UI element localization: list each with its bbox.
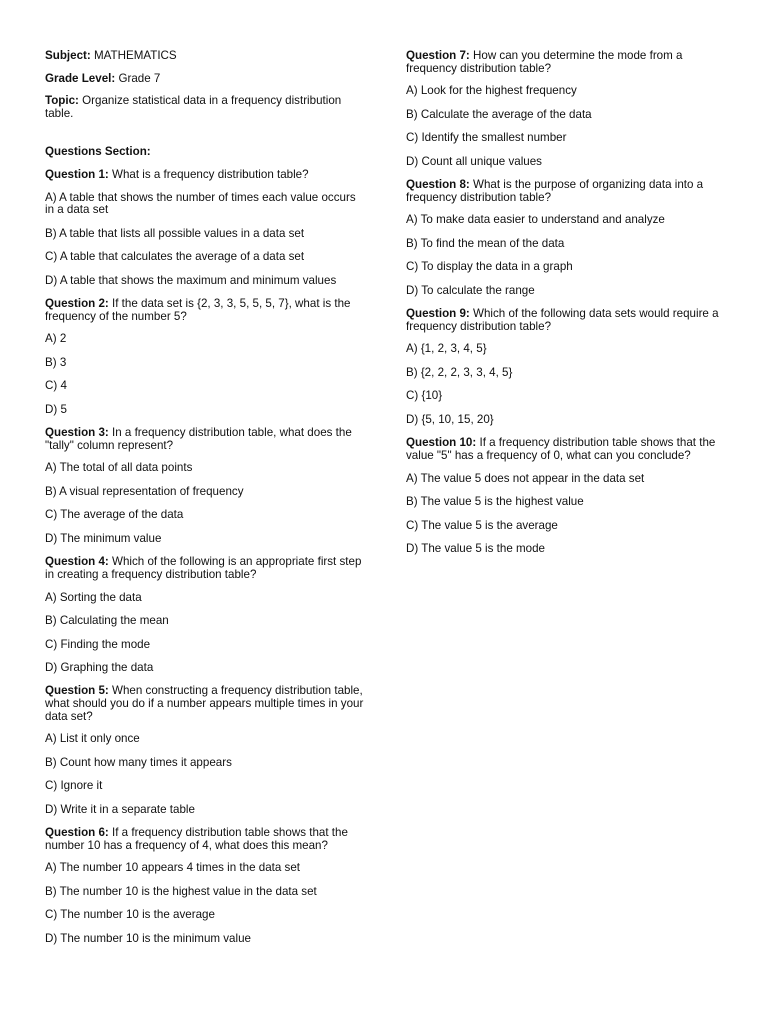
question-label: Question 9: — [406, 307, 470, 321]
question-prompt: How can you determine the mode from a frequency distribution table? — [406, 49, 683, 75]
answer-option-c: C) The number 10 is the average — [45, 908, 215, 922]
subject-value: MATHEMATICS — [93, 49, 177, 62]
question-prompt: Which of the following is an appropriate first step in creating a frequency distribution table? — [45, 555, 362, 581]
answer-option-c: C) Finding the mode — [45, 637, 151, 651]
subject-line — [45, 50, 367, 63]
answer-option-b: B) The value 5 is the highest value — [406, 495, 584, 509]
question-prompt: If the data set is {2, 3, 3, 5, 5, 5, 7}, what is the frequency of the number 5? — [45, 297, 351, 323]
left-question-list — [45, 169, 367, 945]
answer-option-d: D) Write it in a separate table — [45, 802, 195, 816]
answer-option-d: D) Count all unique values — [406, 154, 542, 168]
question-text — [45, 685, 367, 723]
answer-option-a: A) A table that shows the number of times each value occurs in a data set — [45, 190, 356, 217]
answer-option-c: C) 4 — [45, 379, 67, 393]
answer-option-a: A) To make data easier to understand and analyze — [406, 213, 665, 227]
answer-option-d: D) The value 5 is the mode — [406, 542, 545, 556]
left-column — [45, 50, 367, 956]
question-prompt: In a frequency distribution table, what does the "tally" column represent? — [45, 426, 352, 452]
question-prompt: Which of the following data sets would require a frequency distribution table? — [406, 307, 719, 333]
answer-option-d: D) The minimum value — [45, 531, 162, 545]
question-prompt: What is a frequency distribution table? — [112, 167, 309, 181]
question-3 — [45, 427, 367, 545]
answer-option-d: D) A table that shows the maximum and minimum values — [45, 273, 337, 287]
question-5 — [45, 685, 367, 816]
answer-option-c: C) The average of the data — [45, 508, 184, 522]
answer-option-a: A) Look for the highest frequency — [406, 84, 577, 98]
question-text — [45, 556, 367, 581]
question-9 — [406, 308, 728, 426]
answer-option-d: D) Graphing the data — [45, 660, 154, 674]
question-7 — [406, 50, 728, 168]
question-label: Question 7: — [406, 49, 470, 62]
question-text — [406, 50, 728, 75]
question-10 — [406, 437, 728, 555]
question-prompt: What is the purpose of organizing data into a frequency distribution table? — [406, 178, 704, 204]
answer-option-b: B) {2, 2, 2, 3, 3, 4, 5} — [406, 365, 513, 379]
answer-option-c: C) {10} — [406, 389, 443, 403]
question-text — [406, 308, 728, 333]
answer-option-c: C) The value 5 is the average — [406, 518, 558, 532]
answer-option-b: B) 3 — [45, 355, 67, 369]
right-question-list — [406, 50, 728, 556]
question-text — [45, 169, 367, 182]
grade-label: Grade Level: — [45, 71, 116, 85]
answer-option-a: A) List it only once — [45, 732, 140, 746]
right-column — [406, 50, 728, 567]
question-label: Question 8: — [406, 178, 470, 192]
question-2 — [45, 298, 367, 416]
question-prompt: If a frequency distribution table shows that the value "5" has a frequency of 0, what can you conclude? — [406, 436, 716, 462]
answer-option-b: B) To find the mean of the data — [406, 236, 565, 250]
question-text — [45, 827, 367, 852]
section-heading: Questions Section: — [45, 145, 151, 159]
answer-option-b: B) A visual representation of frequency — [45, 484, 244, 498]
question-4 — [45, 556, 367, 674]
answer-option-b: B) Calculating the mean — [45, 614, 169, 628]
answer-option-d: D) To calculate the range — [406, 283, 535, 297]
question-text — [406, 437, 728, 462]
question-8 — [406, 179, 728, 297]
question-text — [45, 427, 367, 452]
question-6 — [45, 827, 367, 945]
answer-option-c: C) Ignore it — [45, 779, 103, 793]
topic-label: Topic: — [45, 94, 79, 108]
question-label: Question 2: — [45, 297, 109, 311]
question-prompt: If a frequency distribution table shows that the number 10 has a frequency of 4, what does this mean? — [45, 826, 348, 852]
grade-line — [45, 73, 367, 86]
answer-option-d: D) 5 — [45, 402, 67, 416]
subject-label: Subject: — [45, 49, 91, 62]
answer-option-b: B) Calculate the average of the data — [406, 107, 592, 121]
answer-option-a: A) 2 — [45, 332, 67, 346]
answer-option-c: C) To display the data in a graph — [406, 260, 573, 274]
answer-option-a: A) Sorting the data — [45, 590, 142, 604]
answer-option-a: A) {1, 2, 3, 4, 5} — [406, 342, 487, 356]
answer-option-d: D) The number 10 is the minimum value — [45, 931, 251, 945]
answer-option-c: C) Identify the smallest number — [406, 131, 567, 145]
question-label: Question 5: — [45, 684, 109, 698]
question-text — [406, 179, 728, 204]
question-label: Question 4: — [45, 555, 109, 569]
question-label: Question 3: — [45, 426, 109, 440]
question-label: Question 10: — [406, 436, 477, 450]
answer-option-b: B) A table that lists all possible values in a data set — [45, 226, 305, 240]
question-label: Question 1: — [45, 167, 109, 181]
answer-option-a: A) The number 10 appears 4 times in the data set — [45, 861, 300, 875]
topic-value: Organize statistical data in a frequency distribution table. — [45, 94, 342, 120]
answer-option-a: A) The value 5 does not appear in the data set — [406, 471, 645, 485]
question-text — [45, 298, 367, 323]
question-label: Question 6: — [45, 826, 109, 840]
answer-option-b: B) Count how many times it appears — [45, 755, 232, 769]
question-1 — [45, 169, 367, 287]
answer-option-c: C) A table that calculates the average of a data set — [45, 250, 305, 264]
topic-line — [45, 95, 367, 120]
answer-option-d: D) {5, 10, 15, 20} — [406, 412, 494, 426]
grade-value: Grade 7 — [118, 71, 161, 85]
question-prompt: When constructing a frequency distribution table, what should you do if a number appears multiple times in your data set? — [45, 684, 364, 723]
answer-option-b: B) The number 10 is the highest value in the data set — [45, 884, 317, 898]
answer-option-a: A) The total of all data points — [45, 461, 193, 475]
